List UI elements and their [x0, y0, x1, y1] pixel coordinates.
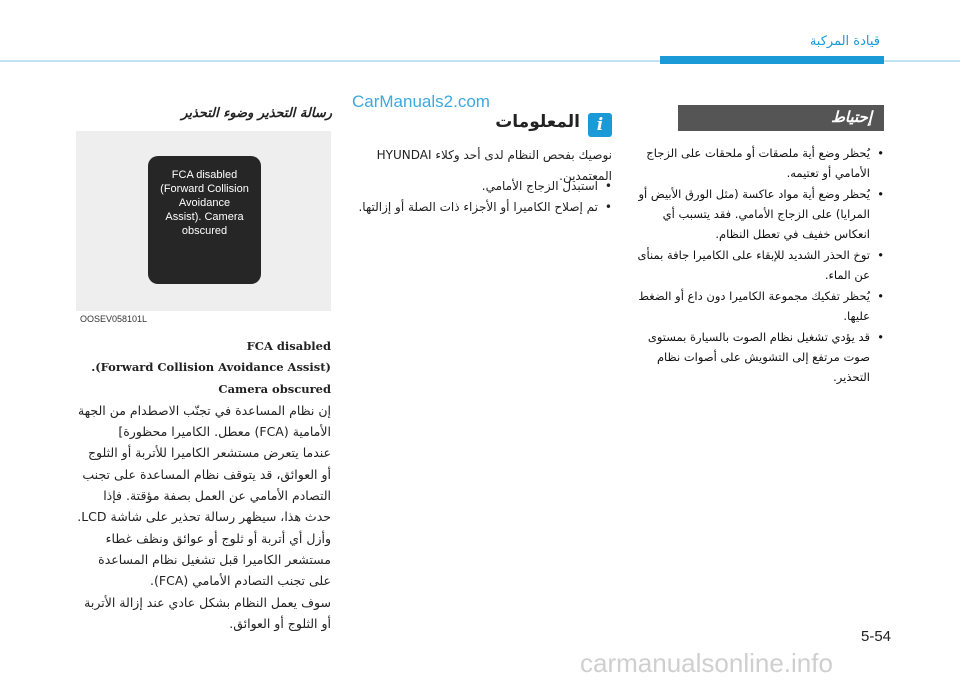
caution-item: • يُحظر تفكيك مجموعة الكاميرا دون داع أو الضغط عليها. [632, 286, 884, 326]
caution-item: • قد يؤدي تشغيل نظام الصوت بالسيارة بمستوى صوت مرتفع إلى التشويش على أصوات نظام التحذير. [632, 327, 884, 387]
message-translation: إن نظام المساعدة في تجنّب الاصطدام من الجهة الأمامية (FCA) معطل. الكاميرا محظورة] [77, 402, 331, 440]
info-item: • تم إصلاح الكاميرا أو الأجزاء ذات الصلة أو إزالتها. [344, 197, 612, 218]
info-title: المعلومات [495, 112, 580, 132]
info-item: • استبدل الزجاج الأمامي. [344, 176, 612, 197]
caution-item: • يُحظر وضع أية ملصقات أو ملحقات على الزجاج الأمامي أو تعتيمه. [632, 143, 884, 183]
cluster-display-text: FCA disabled (Forward Collision Avoidance Assist). Camera obscured [160, 169, 249, 237]
caution-label: إحتياط [831, 108, 872, 126]
message-line: .(Forward Collision Avoidance Assist) [91, 360, 331, 375]
message-line: Camera obscured [218, 381, 331, 396]
body-paragraph: سوف يعمل النظام بشكل عادي عند إزالة الأتربة أو الثلوج أو العوائق. [84, 594, 331, 631]
figure-code: OOSEV058101L [80, 314, 148, 324]
section-title: رسالة التحذير وضوء التحذير [181, 106, 332, 121]
section-body [76, 336, 331, 634]
info-text: نوصيك بفحص النظام لدى أحد وكلاء HYUNDAI المعتمدين. [376, 148, 612, 183]
header-title: قيادة المركبة [809, 34, 880, 49]
info-icon: i [588, 113, 612, 137]
caution-header [678, 105, 884, 131]
info-list [344, 176, 612, 218]
caution-item: • توخ الحذر الشديد للإبقاء على الكاميرا جافة بمنأى عن الماء. [632, 245, 884, 285]
body-paragraph: عندما يتعرض مستشعر الكاميرا للأتربة أو الثلوج أو العوائق، قد يتوقف نظام المساعدة على تجنب التصادم الأمامي عن العمل بصفة مؤقتة. فإذا حدث هذا، سيظهر رسالة تحذير على شاشة LCD. وأزل أي أتربة أو ثلوج أو عوائق ونظف غطاء مستشعر الكاميرا قبل تشغيل نظام المساعدة على تجنب التصادم الأمامي (FCA). [77, 445, 331, 589]
page-number: 5-54 [861, 628, 892, 645]
caution-list [632, 143, 884, 388]
message-line: FCA disabled [246, 339, 331, 353]
watermark-link[interactable]: CarManuals2.com [352, 92, 490, 111]
header-accent-bar [660, 56, 884, 64]
footer-watermark-link[interactable]: carmanualsonline.info [580, 648, 833, 678]
cluster-figure [76, 131, 331, 311]
caution-item: • يُحظر وضع أية مواد عاكسة (مثل الورق الأبيض أو المرايا) على الزجاج الأمامي. فقد يتسبب أي انعكاس خفيف في تعطل النظام. [632, 184, 884, 244]
